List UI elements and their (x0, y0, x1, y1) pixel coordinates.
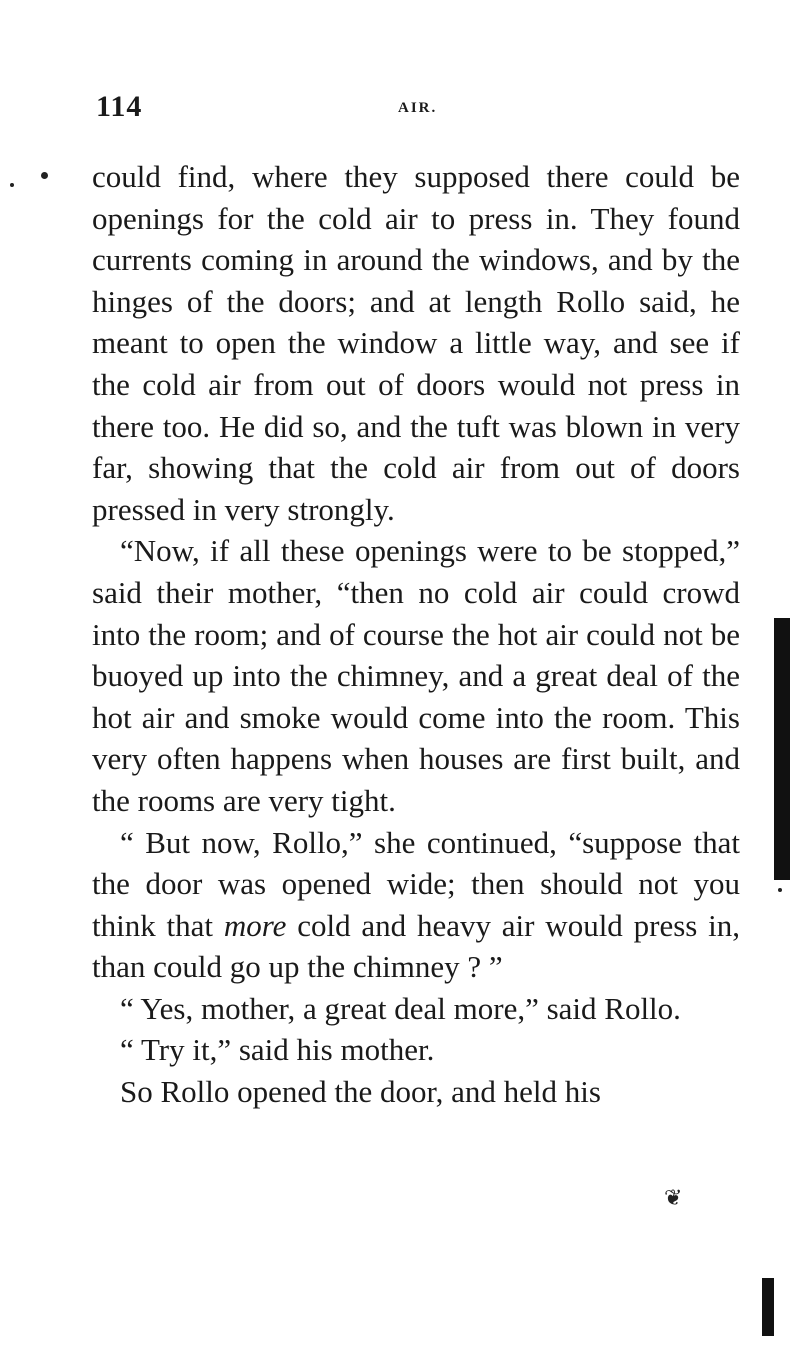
scan-edge-bar (774, 618, 790, 880)
paragraph-text: cold and heavy air would press in, than could go up the chimney ? ” (92, 907, 741, 985)
body-text (92, 156, 740, 1113)
paragraph-text: “ But now, Rollo,” she continued, “suppose that the door was opened wide; then should not you think that (92, 824, 740, 943)
paragraph: So Rollo opened the door, and held his (120, 1074, 601, 1110)
paragraph: could find, where they supposed there could be openings for the cold air to press in. They found currents coming in around the windows, and by the hinges of the doors; and at length Rollo said, he meant to open the window a little way, and see if the cold air from out of doors would not press in there too. He did so, and the tuft was blown in very far, showing that the cold air from out of doors pressed in very strongly. (92, 159, 740, 527)
ink-blot-mark: ❦ (664, 1186, 683, 1211)
page-header (96, 90, 744, 130)
paragraph (92, 822, 740, 988)
scan-speck (41, 172, 48, 179)
page-number: 114 (96, 90, 143, 123)
scan-speck (10, 183, 14, 187)
paragraph: “Now, if all these openings were to be stopped,” said their mother, “then no cold air could crowd into the room; and of course the hot air could not be buoyed up into the chimney, and a great deal of the hot air and smoke would come into the room. This very often happens when houses are first built, and the rooms are very tight. (92, 533, 740, 818)
paragraph: “ Try it,” said his mother. (120, 1032, 435, 1068)
scan-speck (778, 888, 782, 892)
running-title: AIR. (398, 100, 438, 116)
scan-edge-bar (762, 1278, 774, 1336)
emphasized-word: more (223, 907, 287, 943)
paragraph: “ Yes, mother, a great deal more,” said Rollo. (120, 990, 681, 1026)
